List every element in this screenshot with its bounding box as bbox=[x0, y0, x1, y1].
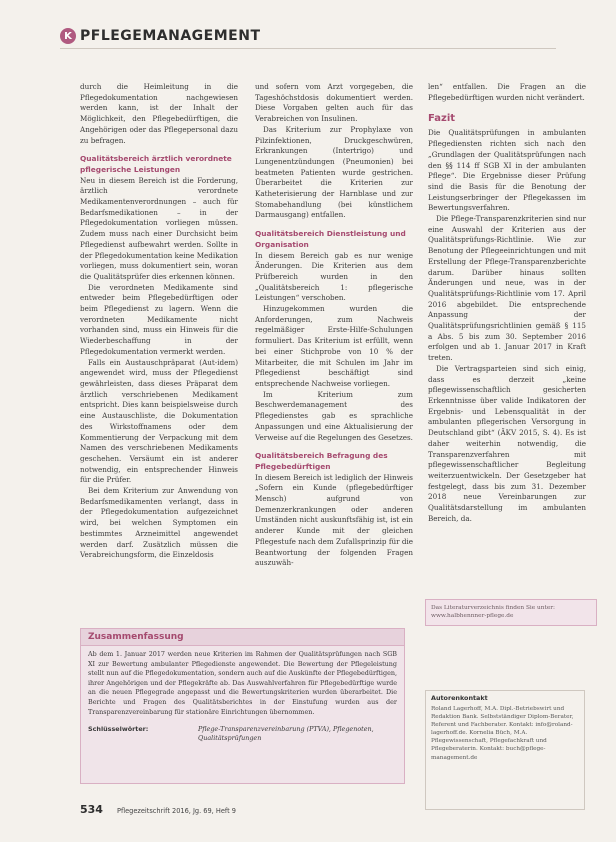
paragraph: Die Qualitätsprüfungen in ambulanten Pflegediensten richten sich nach den „Grundlagen der Qualitätsprüfungen nach den §§ 114 ff SGB XI in der ambulanten Pflege“. Die Ergebnisse dieser Prüfung sind die Basis für die Benotung der Leistungserbringer der Pflegekassen im Bewertungsverfahren. bbox=[428, 128, 586, 213]
paragraph: Hinzugekommen wurden die Anforderungen, zum Nachweis regelmäßiger Erste-Hilfe-Schulungen formuliert. Das Kriterium ist erfüllt, wenn bei einer Stichprobe von 10 % der Mitarbeiter, die mit Schulen im Jahr im Pflegedienst beschäftigt sind entsprechende Nachweise vorliegen. bbox=[255, 304, 413, 388]
page-footer bbox=[80, 803, 236, 816]
summary-text: Ab dem 1. Januar 2017 werden neue Kriterien im Rahmen der Qualitätsprüfungen nach SGB XI zur Bewertung ambulanter Pflegedienste angewendet. Die Bewertung der Pflegeleistung stellt nun auf die Pflegedokumentation, sondern auch auf die Auskünfte der Pflegebedürftigen, ihrer Angehörigen und der Pflegekräfte ab. Das Auswahlverfahren für Pflegebedürftige wurde an die neuen Pflegegrade angepasst und die Bewertungskriterien wurden überarbeitet. Die Berichte und Fragen des Qualitätsberichtes in der Einstufung wurden aus der Transparenzvereinbarung für stationäre Einrichtungen übernommen. bbox=[88, 650, 397, 716]
literature-info-box bbox=[425, 599, 597, 626]
paragraph: Die verordneten Medikamente sind entweder beim Pflegebedürftigen oder beim Pflegedienst zu lagern. Wenn die verordneten Medikamente nicht vorhanden sind, muss ein Hinweis für die Wiederbeschaffung in der Pflegedokumentation vermerkt werden. bbox=[80, 282, 238, 356]
section-header bbox=[60, 26, 261, 46]
text-column-2 bbox=[255, 82, 413, 569]
paragraph: In diesem Bereich gab es nur wenige Änderungen. Die Kriterien aus dem Prüfbereich wurden in den „Qualitätsbereich 1: pflegerische Leistungen“ verschoben. bbox=[255, 250, 413, 303]
subheading: Qualitätsbereich Befragung des Pflegebedürftigen bbox=[255, 451, 388, 471]
paragraph: Falls ein Austauschpräparat (Aut-idem) angewendet wird, muss der Pflegedienst gewährleisten, dass dieses Präparat dem ärztlich verschriebenen Medikament entspricht. Dies kann beispielsweise durch eine Austauschliste, die Dokumentation des Wirkstoffnamens oder dem Kommentierung der Verpackung mit dem Namen des verschriebenen Medikaments geschehen. Versäumt ein ist anderer notwendig, ein entsprechender Hinweis für die Prüfer. bbox=[80, 357, 238, 485]
keywords-label: Schlüsselwörter: bbox=[88, 725, 149, 734]
conclusion-heading: Fazit bbox=[428, 113, 456, 125]
literature-note: Das Literaturverzeichnis finden Sie unter: www.halbhennner-pflege.de bbox=[431, 605, 556, 620]
paragraph: Das Kriterium zur Prophylaxe von Pilzinfektionen, Druckgeschwüren, Erkrankungen (Intertrigo) und Lungenentzündungen (Pneumonien) bei beatmeten Patienten wurde gestrichen. Überarbeitet die Kriterien zur Katheterisierung der Harnblase und zur Stomabehandlung (bei künstlichem Darmausgang) entfallen. bbox=[255, 124, 413, 220]
author-contact-box bbox=[425, 690, 585, 810]
text-column-3 bbox=[428, 82, 586, 524]
paragraph: und sofern vom Arzt vorgegeben, die Tageshöchstdosis dokumentiert werden. Diese Vorgaben gelten auch für das Verabreichen von Insulinen. bbox=[255, 82, 413, 124]
subheading: Qualitätsbereich ärztlich verordnete pflegerische Leistungen bbox=[80, 154, 232, 174]
paragraph: Die Pflege-Transparenzkriterien sind nur eine Auswahl der Kriterien aus der Qualitätsprüfungs-Richtlinie. Wie zur Benotung der Pflegeeinrichtungen und mit Erstellung der Pflege-Transparenzberichte darum. Darüber hinaus sollten Änderungen und neue, was in der Qualitätsprüfungs-Richtlinie vom 17. April 2016 abgebildet. Die entsprechende Anpassung der Qualitätsprüfungsrichtlinien gemäß § 115 a Abs. 5 bis zum 30. September 2016 erfolgen und ab 1. Januar 2017 in Kraft treten. bbox=[428, 214, 586, 363]
keywords-value: Pflege-Transparenzvereinbarung (PTVA), Pflegenoten, Qualitätsprüfungen bbox=[198, 725, 374, 743]
paragraph: Neu in diesem Bereich ist die Forderung, ärztlich verordnete Medikamentenverordnungen – auch für Bedarfsmedikationen – in der Pflegedokumentation vorliegen müssen. Zudem muss nach einer Durchsicht beim Pflegedienst aufbewahrt werden. Sollte in der Pflegedokumentation keine Medikation vorliegen, muss dokumentiert sein, woran die Qualitätsprüfer dies erkennen können. bbox=[80, 175, 238, 281]
paragraph: In diesem Bereich ist lediglich der Hinweis „Sofern ein Kunde (pflegebedürftiger Mensch) aufgrund von Demenzerkrankungen oder anderen Umständen nicht auskunftsfähig ist, ist ein anderer Kunde mit der gleichen Pflegestufe nach dem Zufallsprinzip für die Beantwortung der folgenden Fragen auszuwäh- bbox=[255, 472, 413, 568]
section-badge-icon: K bbox=[60, 28, 76, 44]
section-title: PFLEGEMANAGEMENT bbox=[80, 28, 261, 44]
author-contact-title: Autorenkontakt bbox=[431, 694, 488, 702]
paragraph: Im Kriterium zum Beschwerdemanagement des Pflegedienstes gab es sprachliche Anpassungen und eine Aktualisierung der Verweise auf die Regelungen des Gesetzes. bbox=[255, 389, 413, 442]
text-column-1 bbox=[80, 82, 238, 561]
paragraph: len“ entfallen. Die Fragen an die Pflegebedürftigen wurden nicht verändert. bbox=[428, 82, 586, 102]
summary-box bbox=[80, 628, 405, 784]
header-divider bbox=[60, 48, 556, 49]
author-contact-text: Roland Lagerhoff, M.A. Dipl.-Betriebswirt und Redaktion Bank. Selbstständiger Diplom-Berater, Referent und Fachberater. Kontakt: info@roland-lagerhoff.de. Kornelia Büch, M.A. Pflegewissenschaft, Pflegefachkraft und Pflegeberaterin. Kontakt: buch@pflege-management.de bbox=[431, 706, 574, 761]
journal-citation: Pflegezeitschrift 2016, Jg. 69, Heft 9 bbox=[116, 807, 236, 815]
paragraph: Die Vertragsparteien sind sich einig, dass es derzeit „keine pflegewissenschaftlich gesicherten Erkenntnisse über valide Indikatoren der Ergebnis- und Lebensqualität in der ambulanten pflegerischen Versorgung in Deutschland gibt“ (ÄKV 2015, S. 4). Es ist daher weiterhin notwendig, die Transparenzverfahren mit pflegewissenschaftlicher Begleitung weiterzuentwickeln. Der Gesetzgeber hat festgelegt, dass bis zum 31. Dezember 2018 neue Vereinbarungen zur Qualitätsdarstellung im ambulanten Bereich, da. bbox=[428, 363, 586, 523]
page-number: 534 bbox=[80, 803, 103, 816]
subheading: Qualitätsbereich Dienstleistung und Organisation bbox=[255, 229, 406, 249]
paragraph: Bei dem Kriterium zur Anwendung von Bedarfsmedikamenten verlangt, dass in der Pflegedokumentation aufgezeichnet wird, bei welchen Symptomen ein bestimmtes Arzneimittel angewendet werden darf. Zusätzlich müssen die Verabreichungsform, die Einzeldosis bbox=[80, 486, 238, 560]
keywords-row bbox=[88, 725, 397, 743]
summary-title: Zusammenfassung bbox=[81, 629, 404, 646]
paragraph: durch die Heimleitung in die Pflegedokumentation nachgewiesen werden kann, ist der Inhalt der Möglichkeit, den Pflegebedürftigen, die Angehörigen oder das Pflegepersonal dazu zu befragen. bbox=[80, 82, 238, 145]
